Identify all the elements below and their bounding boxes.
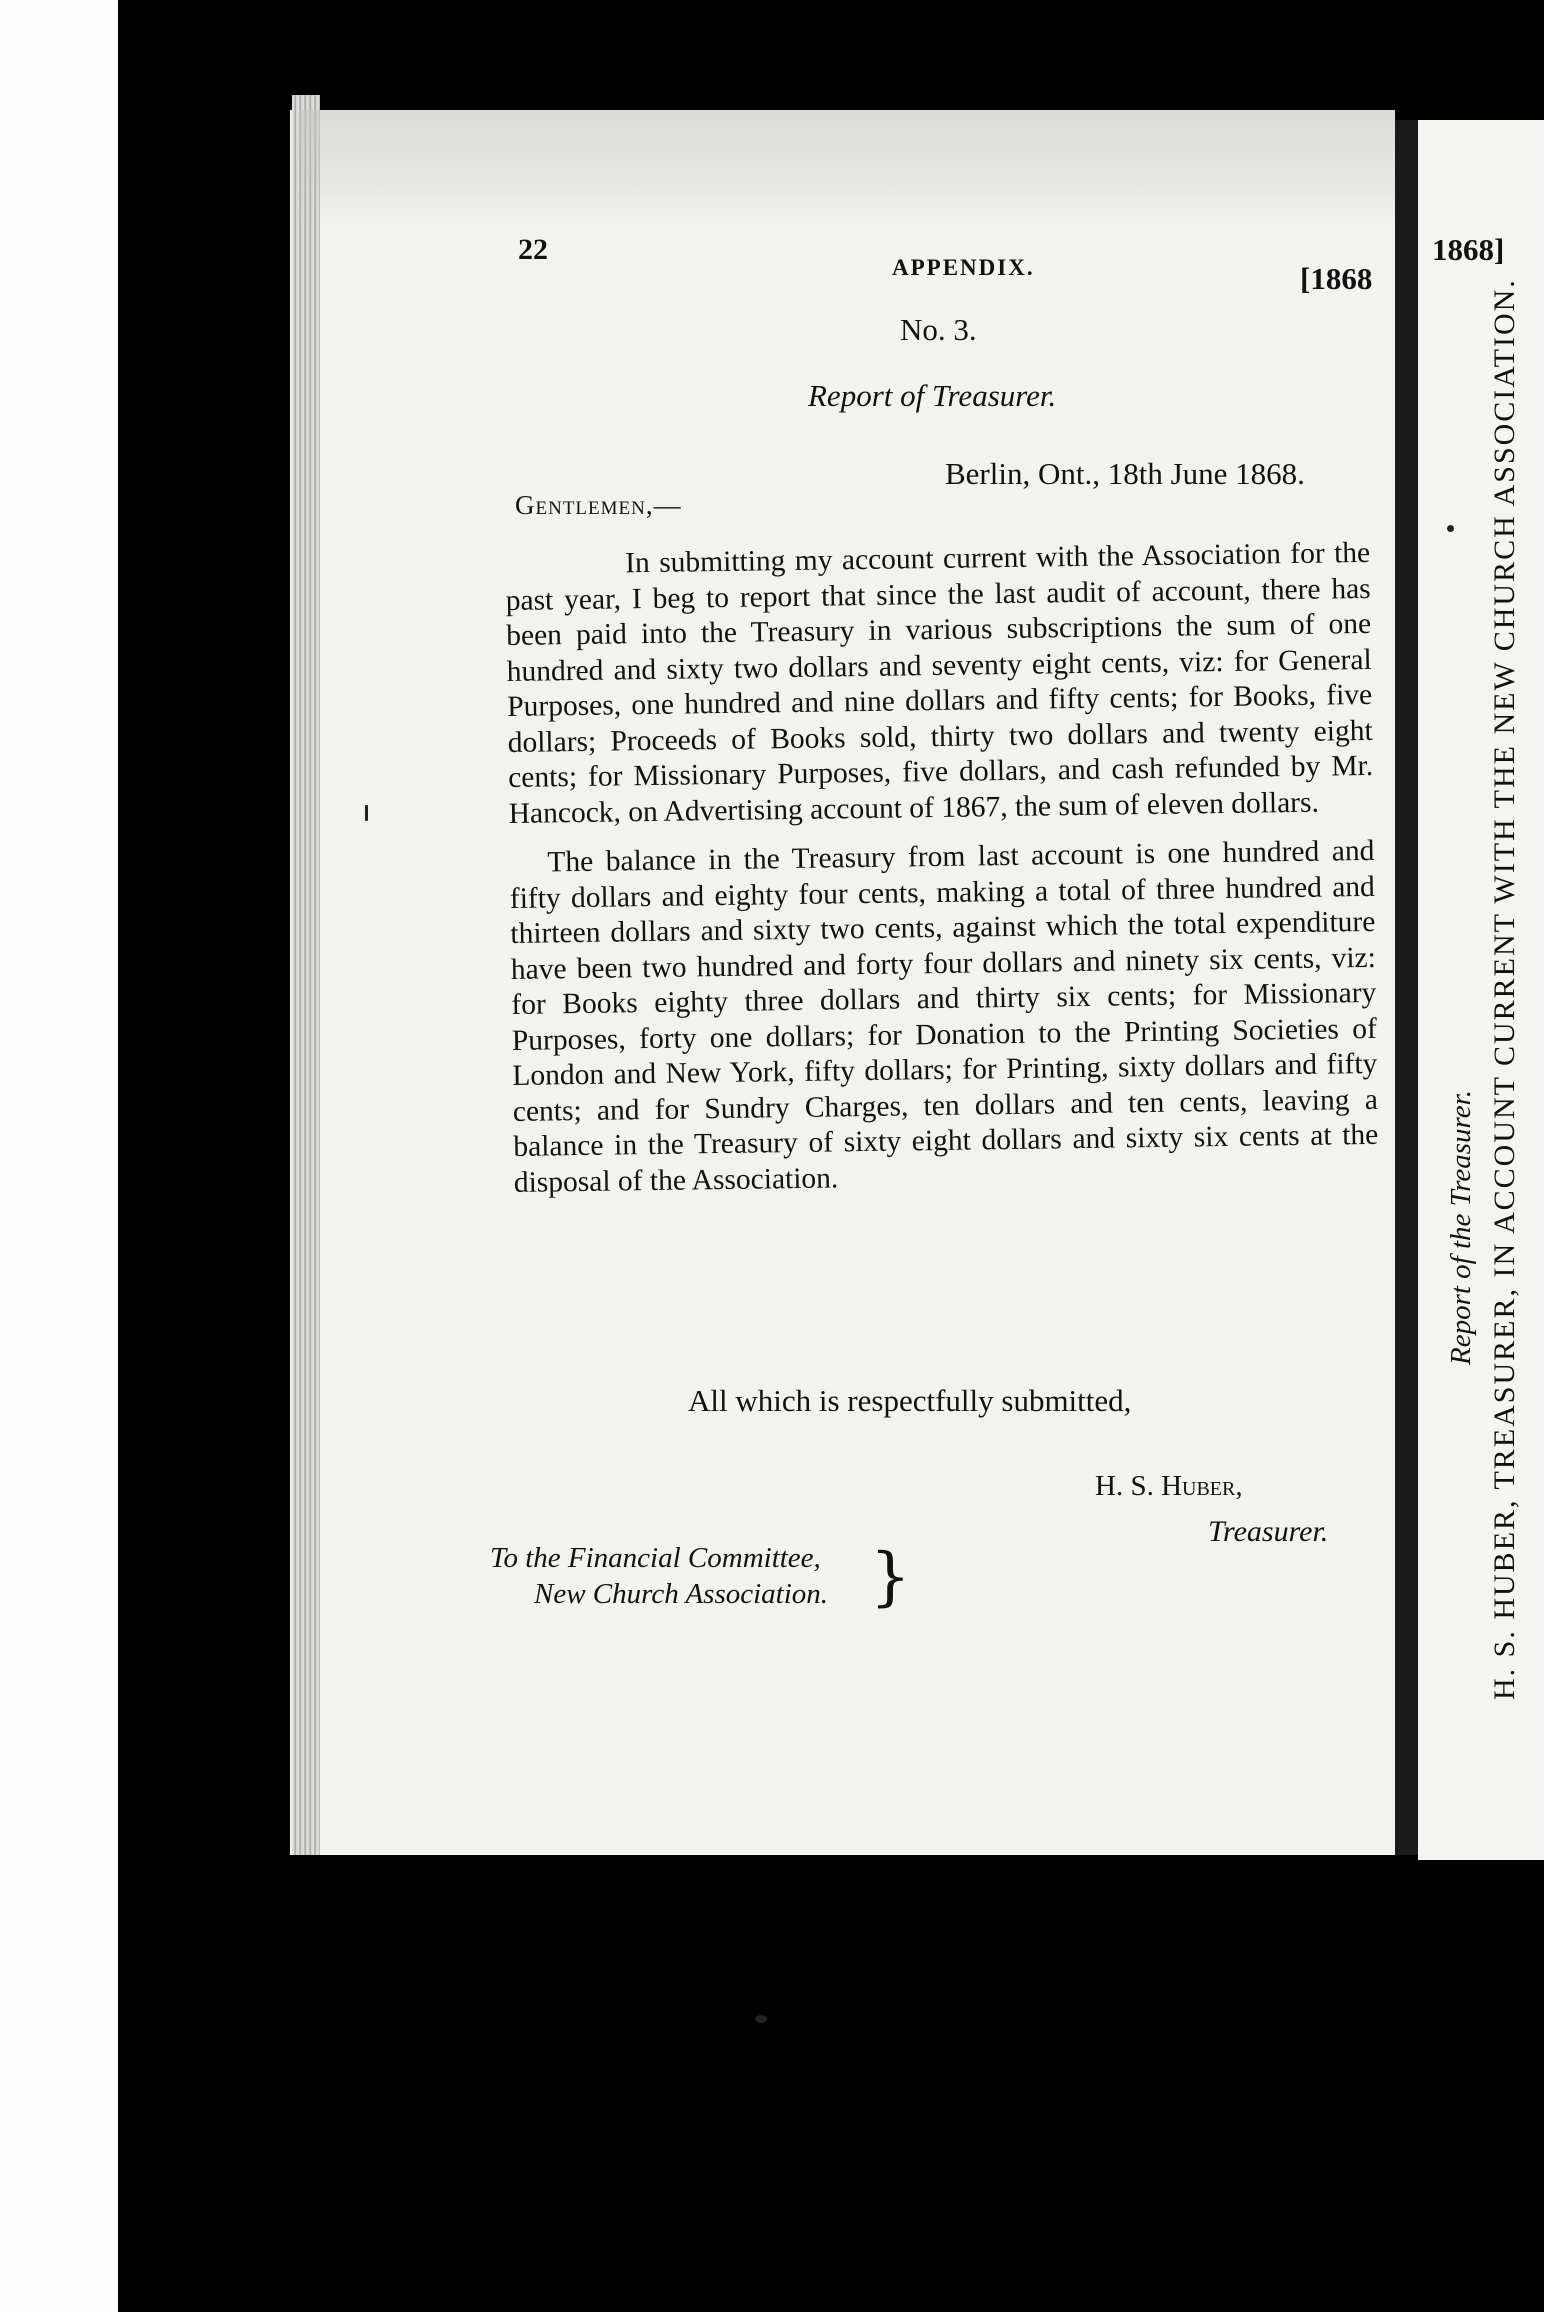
page-number: 22: [518, 233, 548, 266]
header-year: [1868: [1300, 261, 1373, 296]
document-number: No. 3.: [900, 312, 977, 347]
addressee-line-1: To the Financial Committee,: [490, 1542, 821, 1574]
closing-line: All which is respectfully submitted,: [688, 1383, 1132, 1418]
scan-left-margin: [0, 0, 118, 2312]
facing-page-heading: H. S. HUBER, TREASURER, IN ACCOUNT CURRENT WITH THE NEW CHURCH ASSOCIATION.: [1488, 278, 1521, 1700]
scan-bottom-border: [118, 1855, 1418, 2312]
addressee-line-2: New Church Association.: [534, 1578, 829, 1610]
document-title: Report of Treasurer.: [808, 378, 1057, 413]
facing-page: [1418, 120, 1544, 1860]
report-body: [505, 536, 1379, 1215]
book-gutter: [1395, 120, 1418, 1860]
page-header: [490, 233, 1390, 296]
facing-page-year: 1868]: [1432, 232, 1505, 267]
brace-symbol: }: [870, 1540, 911, 1614]
facing-page-subheading: Report of the Treasurer.: [1445, 1090, 1477, 1365]
ink-speck: [1447, 525, 1454, 532]
addressee: [490, 1540, 828, 1612]
ink-speck: [755, 2015, 767, 2023]
signature-name: [1095, 1470, 1243, 1503]
running-head: APPENDIX.: [892, 255, 1035, 280]
page-shadow: [300, 110, 1395, 230]
paragraph: The balance in the Treasury from last account is one hundred and fifty dollars and eighty four cents, making a total of three hundred and thirteen dollars and sixty two cents, against which the total expenditure have been two hundred and forty four dollars and ninety six cents, viz: for Books eighty three dollars and thirty six cents; for Missionary Purposes, forty one dollars; for Donation to the Printing Societies of London and New York, fifty dollars; for Printing, sixty dollars and fifty cents; and for Sundry Charges, ten dollars and ten cents, leaving a balance in the Treasury of sixty eight dollars and sixty six cents at the disposal of the Association.: [509, 834, 1379, 1199]
signature-surname: Huber,: [1161, 1470, 1243, 1502]
place-date: Berlin, Ont., 18th June 1868.: [945, 456, 1305, 491]
salutation: Gentlemen,—: [515, 490, 682, 520]
paragraph: In submitting my account current with the Association for the past year, I beg to report that since the last audit of account, there has been paid into the Treasury in various subscriptions the sum of one hundred and sixty two dollars and seventy eight cents, viz: for General Purposes, one hundred and nine dollars and fifty cents; for Books, five dollars; Proceeds of Books sold, thirty two dollars and twenty eight cents; for Missionary Purposes, five dollars, and cash refunded by Mr. Hancock, on Advertising account of 1867, the sum of eleven dollars.: [505, 536, 1374, 830]
signature-initials: H. S.: [1095, 1470, 1162, 1502]
ink-speck: [365, 805, 368, 821]
page-edges: [292, 95, 320, 1855]
signature-title: Treasurer.: [1208, 1515, 1329, 1548]
